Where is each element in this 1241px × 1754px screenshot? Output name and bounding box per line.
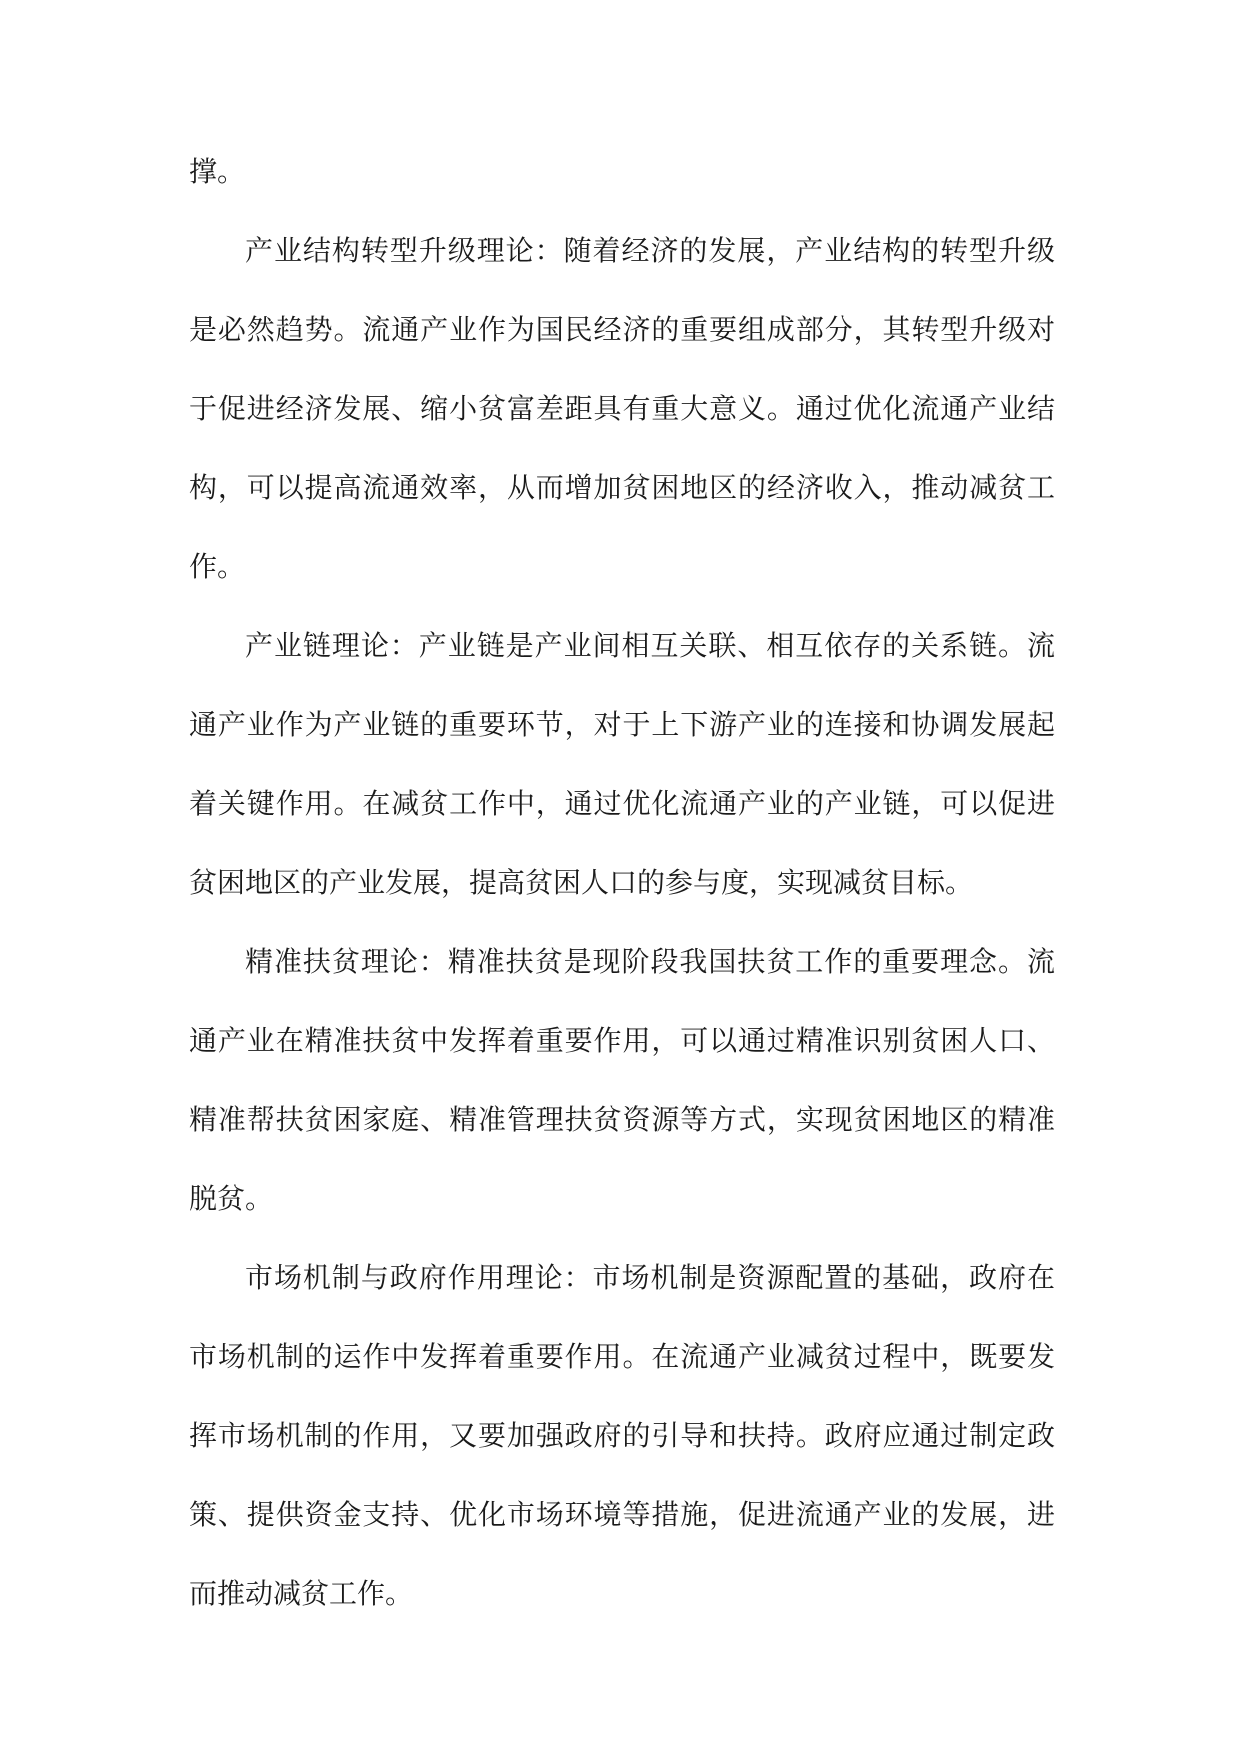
paragraph-continuation: 撑。: [189, 155, 246, 188]
paragraph-industrial-structure-theory: 产业结构转型升级理论：随着经济的发展，产业结构的转型升级是必然趋势。流通产业作为国民经济的重要组成部分，其转型升级对于促进经济发展、缩小贫富差距具有重大意义。通过优化流通产业结构，可以提高流通效率，从而增加贫困地区的经济收入，推动减贫工作。: [189, 234, 1055, 583]
document-body: [189, 132, 1055, 1633]
paragraph-market-government-theory: 市场机制与政府作用理论：市场机制是资源配置的基础，政府在市场机制的运作中发挥着重要作用。在流通产业减贫过程中，既要发挥市场机制的作用，又要加强政府的引导和扶持。政府应通过制定政策、提供资金支持、优化市场环境等措施，促进流通产业的发展，进而推动减贫工作。: [189, 1261, 1055, 1610]
paragraph-industrial-chain-theory: 产业链理论：产业链是产业间相互关联、相互依存的关系链。流通产业作为产业链的重要环节，对于上下游产业的连接和协调发展起着关键作用。在减贫工作中，通过优化流通产业的产业链，可以促进贫困地区的产业发展，提高贫困人口的参与度，实现减贫目标。: [189, 629, 1055, 899]
paragraph-targeted-poverty-theory: 精准扶贫理论：精准扶贫是现阶段我国扶贫工作的重要理念。流通产业在精准扶贫中发挥着重要作用，可以通过精准识别贫困人口、精准帮扶贫困家庭、精准管理扶贫资源等方式，实现贫困地区的精准脱贫。: [189, 945, 1055, 1215]
